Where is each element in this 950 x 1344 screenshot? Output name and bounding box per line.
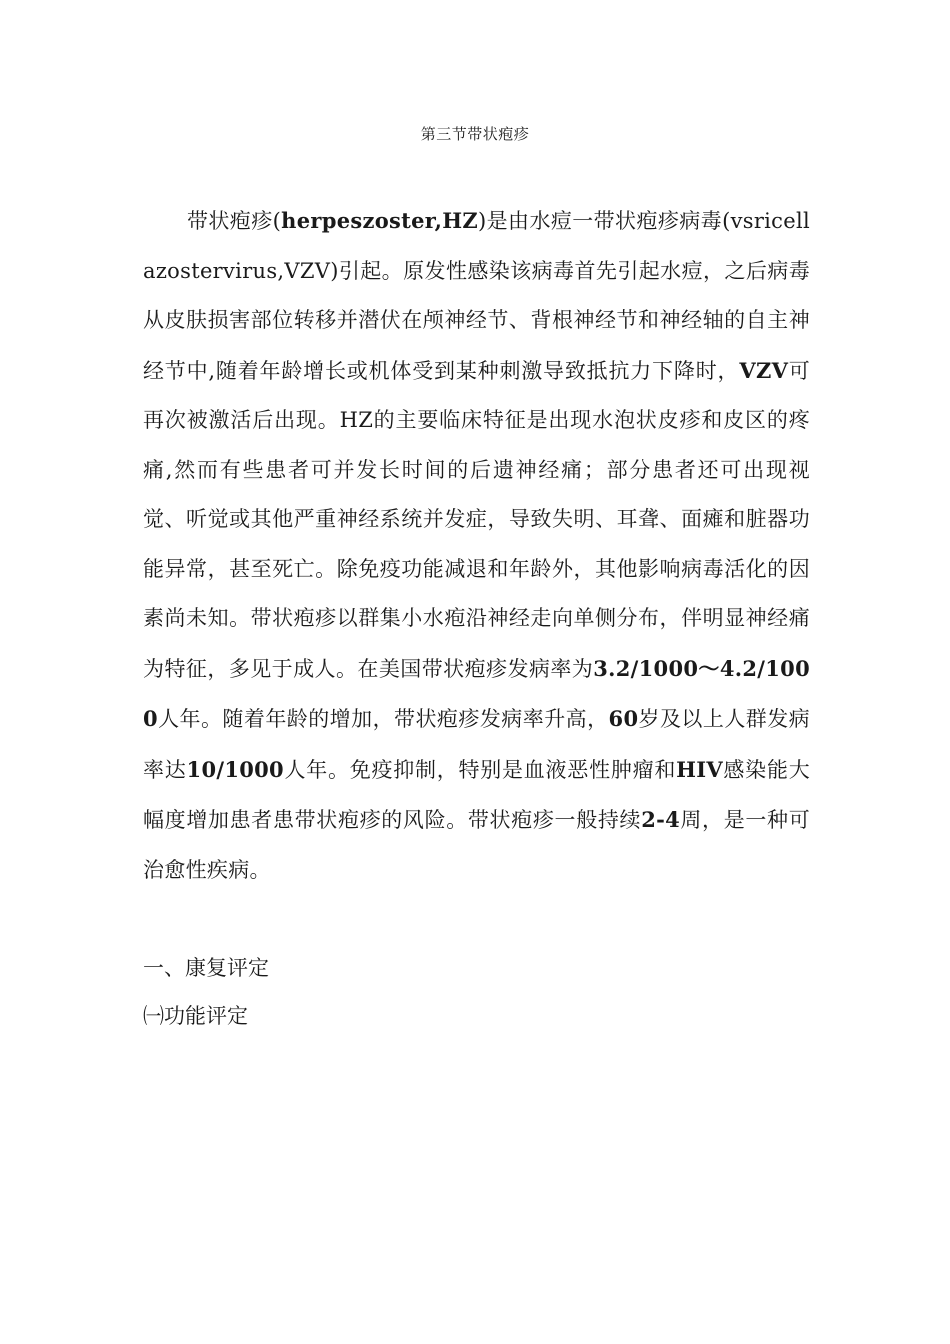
bold-run: VZV: [739, 357, 789, 383]
text-run: 周，是一种可治愈性疾病。: [143, 808, 810, 882]
text-run: 人年。免疫抑制，特别是血液恶性肿瘤和: [283, 757, 677, 782]
bold-run: 2-4: [641, 807, 681, 832]
bold-run: 3.2/1000〜4.2/1000: [143, 655, 810, 731]
subsection-heading: ㈠功能评定: [143, 1004, 248, 1028]
bold-run: 60: [608, 706, 639, 731]
text-run: 人年。随着年龄的增加，带状疱疹发病率升高，: [157, 707, 609, 731]
bold-run: 10/1000: [186, 756, 284, 782]
text-run: 感染能大幅度增加患者患带状疱疹的风险。带状疱疹一般持续: [143, 757, 811, 832]
section-heading: 一、康复评定: [143, 956, 269, 980]
bold-run: herpeszoster,HZ: [281, 208, 479, 233]
document-title: 第三节带状疱疹: [420, 125, 530, 143]
text-run: 带状疱疹(: [187, 209, 282, 233]
text-run: 岁及以上人群发病率达: [143, 707, 810, 782]
text-run: )是由水痘一带状疱疹病毒(vsricellazostervirus,VZV)引起。原发性感染该病毒首先引起水痘，之后病毒从皮肤损害部位转移并潜伏在颅神经节、背根神经节和神经轴的自主神经节中,随着年龄增长或机体受到某种刺激导致抵抗力下降时，: [143, 209, 810, 383]
body-paragraph: [143, 196, 810, 895]
text-run: 可再次被激活后出现。HZ的主要临床特征是出现水泡状皮疹和皮区的疼痛,然而有些患者可并发长时间的后遗神经痛；部分患者还可出现视觉、听觉或其他严重神经系统并发症，导致失明、耳聋、面瘫和脏器功能异常，甚至死亡。除免疫功能减退和年龄外，其他影响病毒活化的因素尚未知。带状疱疹以群集小水疱沿神经走向单侧分布，伴明显神经痛为特征，多见于成人。在美国带状疱疹发病率为: [143, 358, 810, 681]
bold-run: HIV: [676, 756, 723, 782]
